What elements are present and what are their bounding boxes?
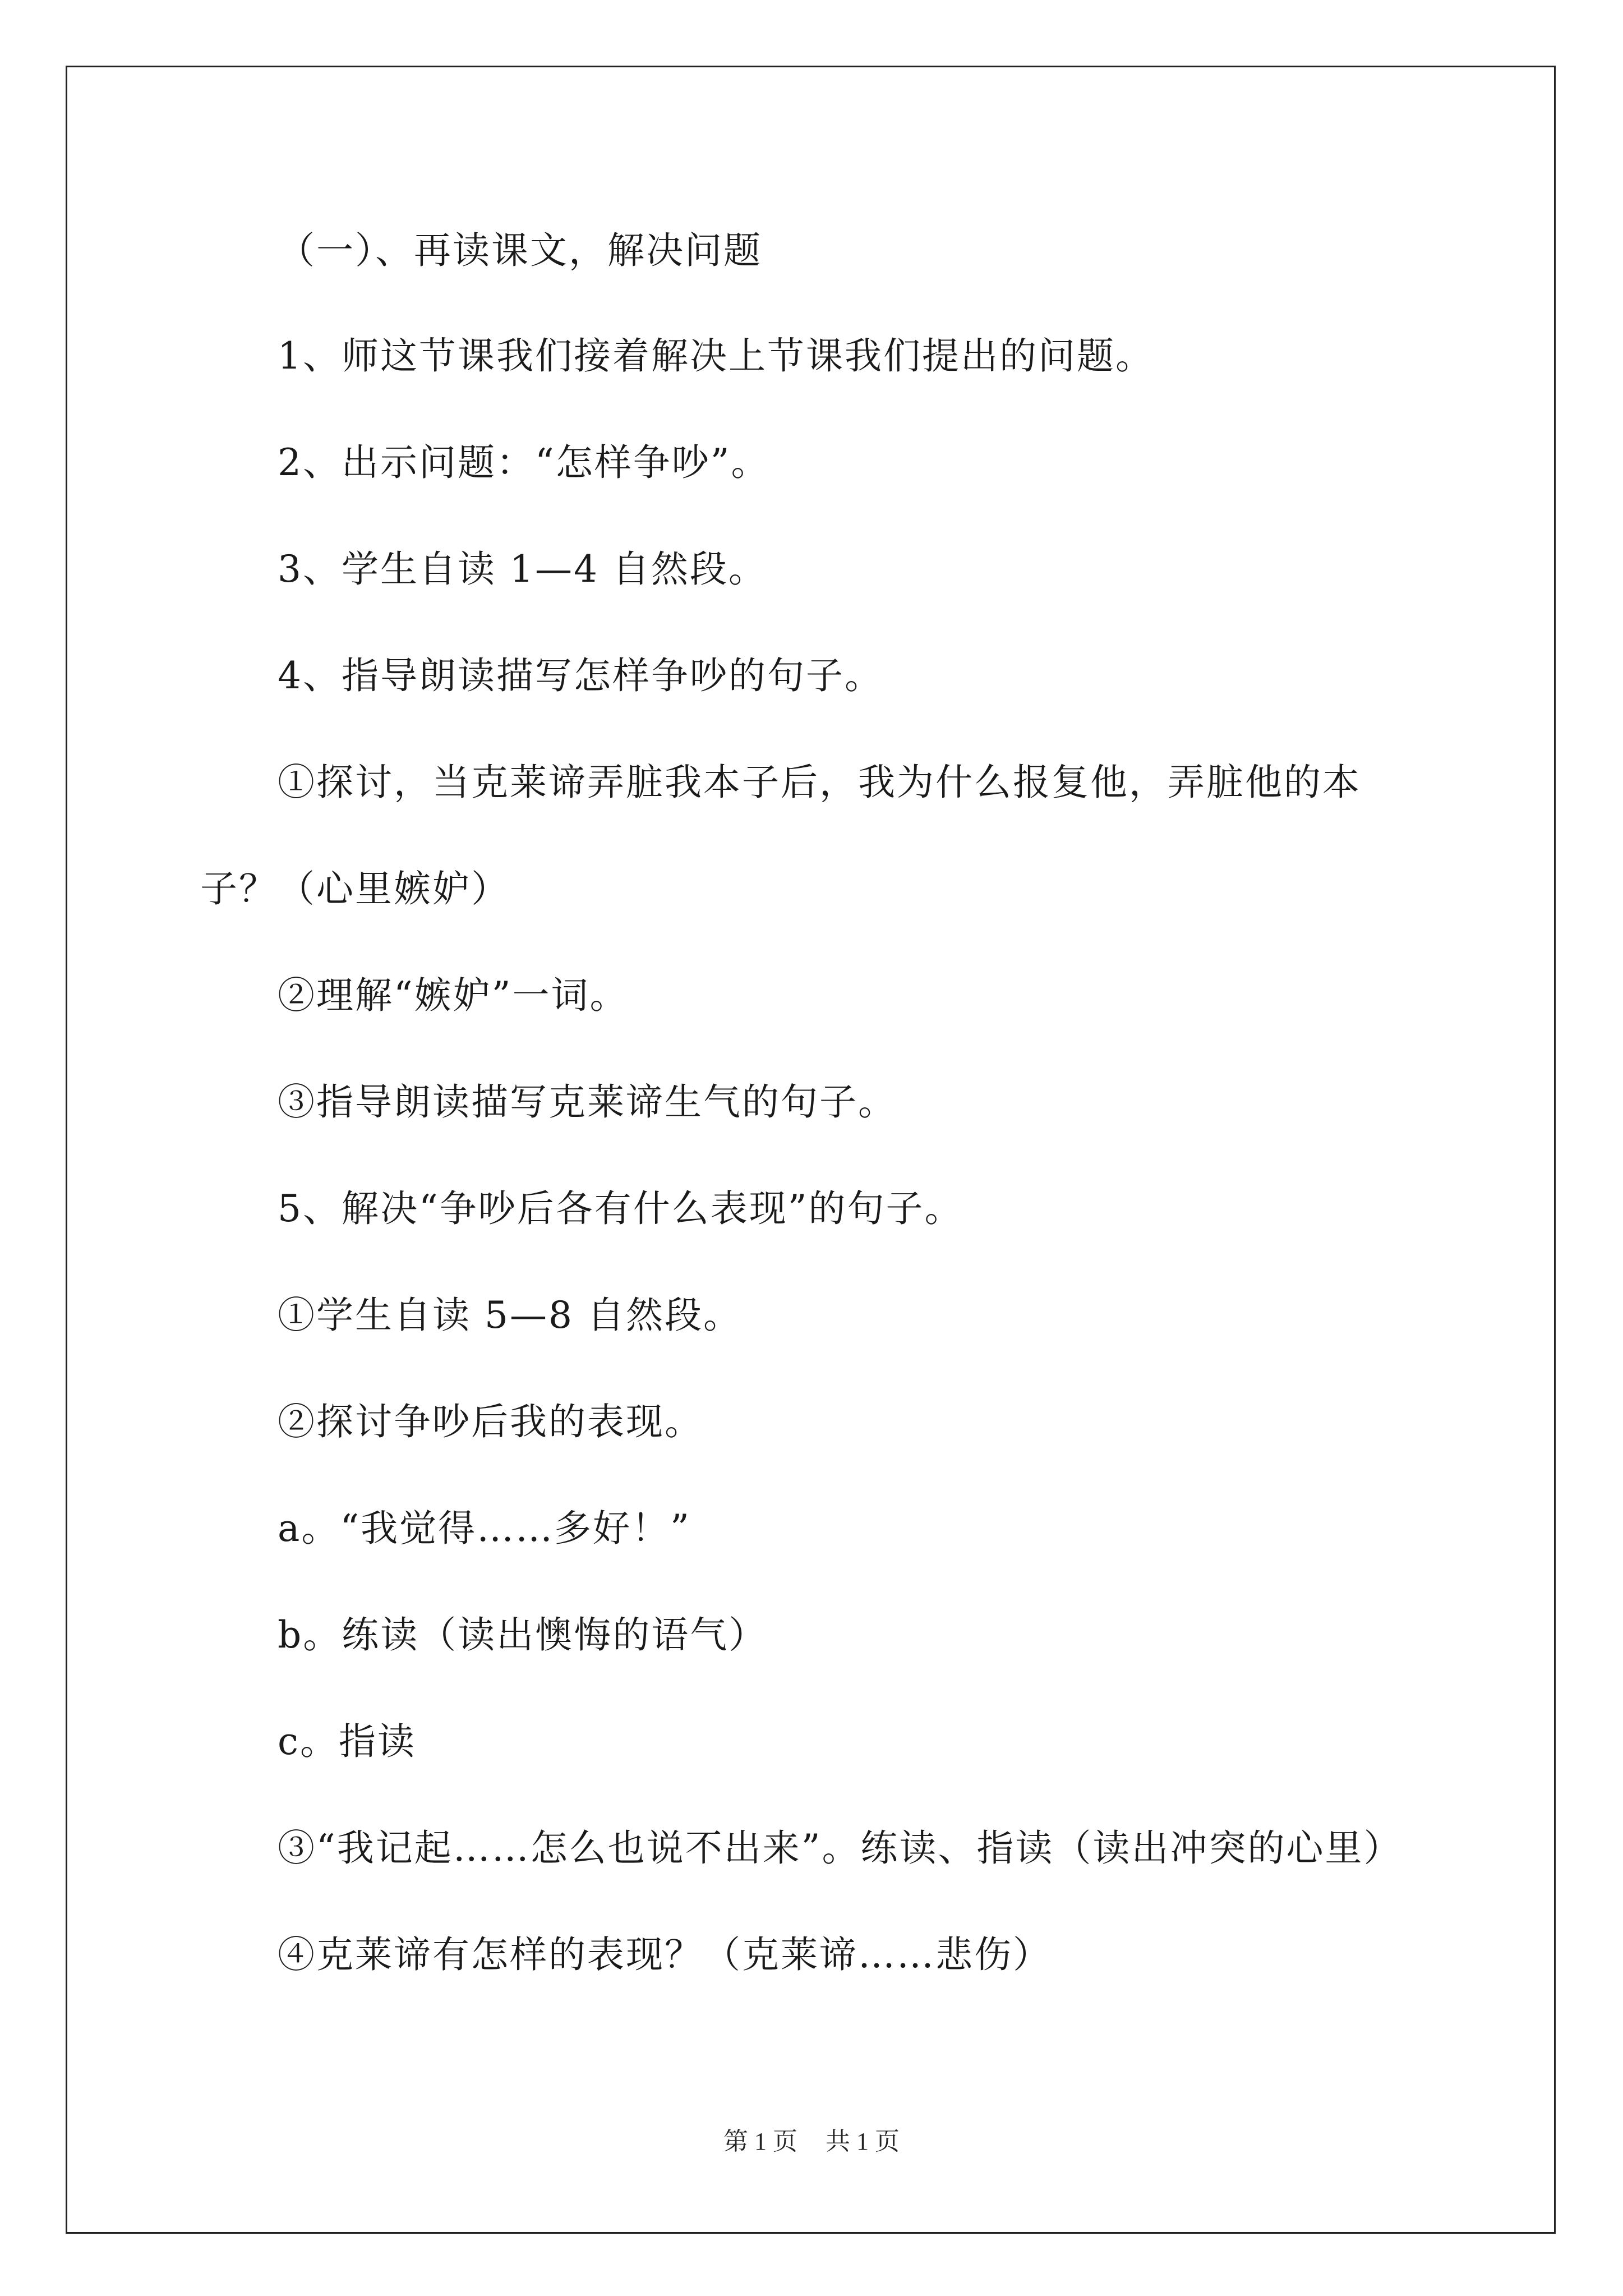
paragraph-line: c。指读 <box>278 1720 416 1763</box>
paragraph-line: ②理解“嫉妒”一词。 <box>278 974 629 1017</box>
paragraph-line: ③指导朗读描写克莱谛生气的句子。 <box>278 1080 897 1124</box>
paragraph-line: b。练读（读出懊悔的语气） <box>278 1613 768 1657</box>
paragraph-line: ③“我记起……怎么也说不出来”。练读、指读（读出冲突的心里） <box>278 1826 1403 1870</box>
paragraph-line: 5、解决“争吵后各有什么表现”的句子。 <box>278 1187 963 1230</box>
paragraph-line: 1、师这节课我们接着解决上节课我们提出的问题。 <box>278 334 1154 378</box>
paragraph-line: 2、出示问题：“怎样争吵”。 <box>278 441 770 484</box>
paragraph-line: ②探讨争吵后我的表现。 <box>278 1400 703 1443</box>
paragraph-line: 4、指导朗读描写怎样争吵的句子。 <box>278 654 883 697</box>
paragraph-line: 3、学生自读 1—4 自然段。 <box>278 547 767 591</box>
paragraph-line: ①学生自读 5—8 自然段。 <box>278 1294 742 1337</box>
paragraph-line: ④克莱谛有怎样的表现？（克莱谛……悲伤） <box>278 1933 1052 1976</box>
section-heading: （一）、再读课文，解决问题 <box>278 229 762 272</box>
page-footer <box>0 2125 1623 2159</box>
page-number-current: 第 1 页 <box>723 2128 797 2155</box>
paragraph-line: a。“我觉得……多好！” <box>278 1507 691 1550</box>
paragraph-line-continued: 子？（心里嫉妒） <box>200 867 510 910</box>
page-number-total: 共 1 页 <box>826 2128 900 2155</box>
paragraph-line: ①探讨，当克莱谛弄脏我本子后，我为什么报复他，弄脏他的本 <box>278 761 1361 804</box>
